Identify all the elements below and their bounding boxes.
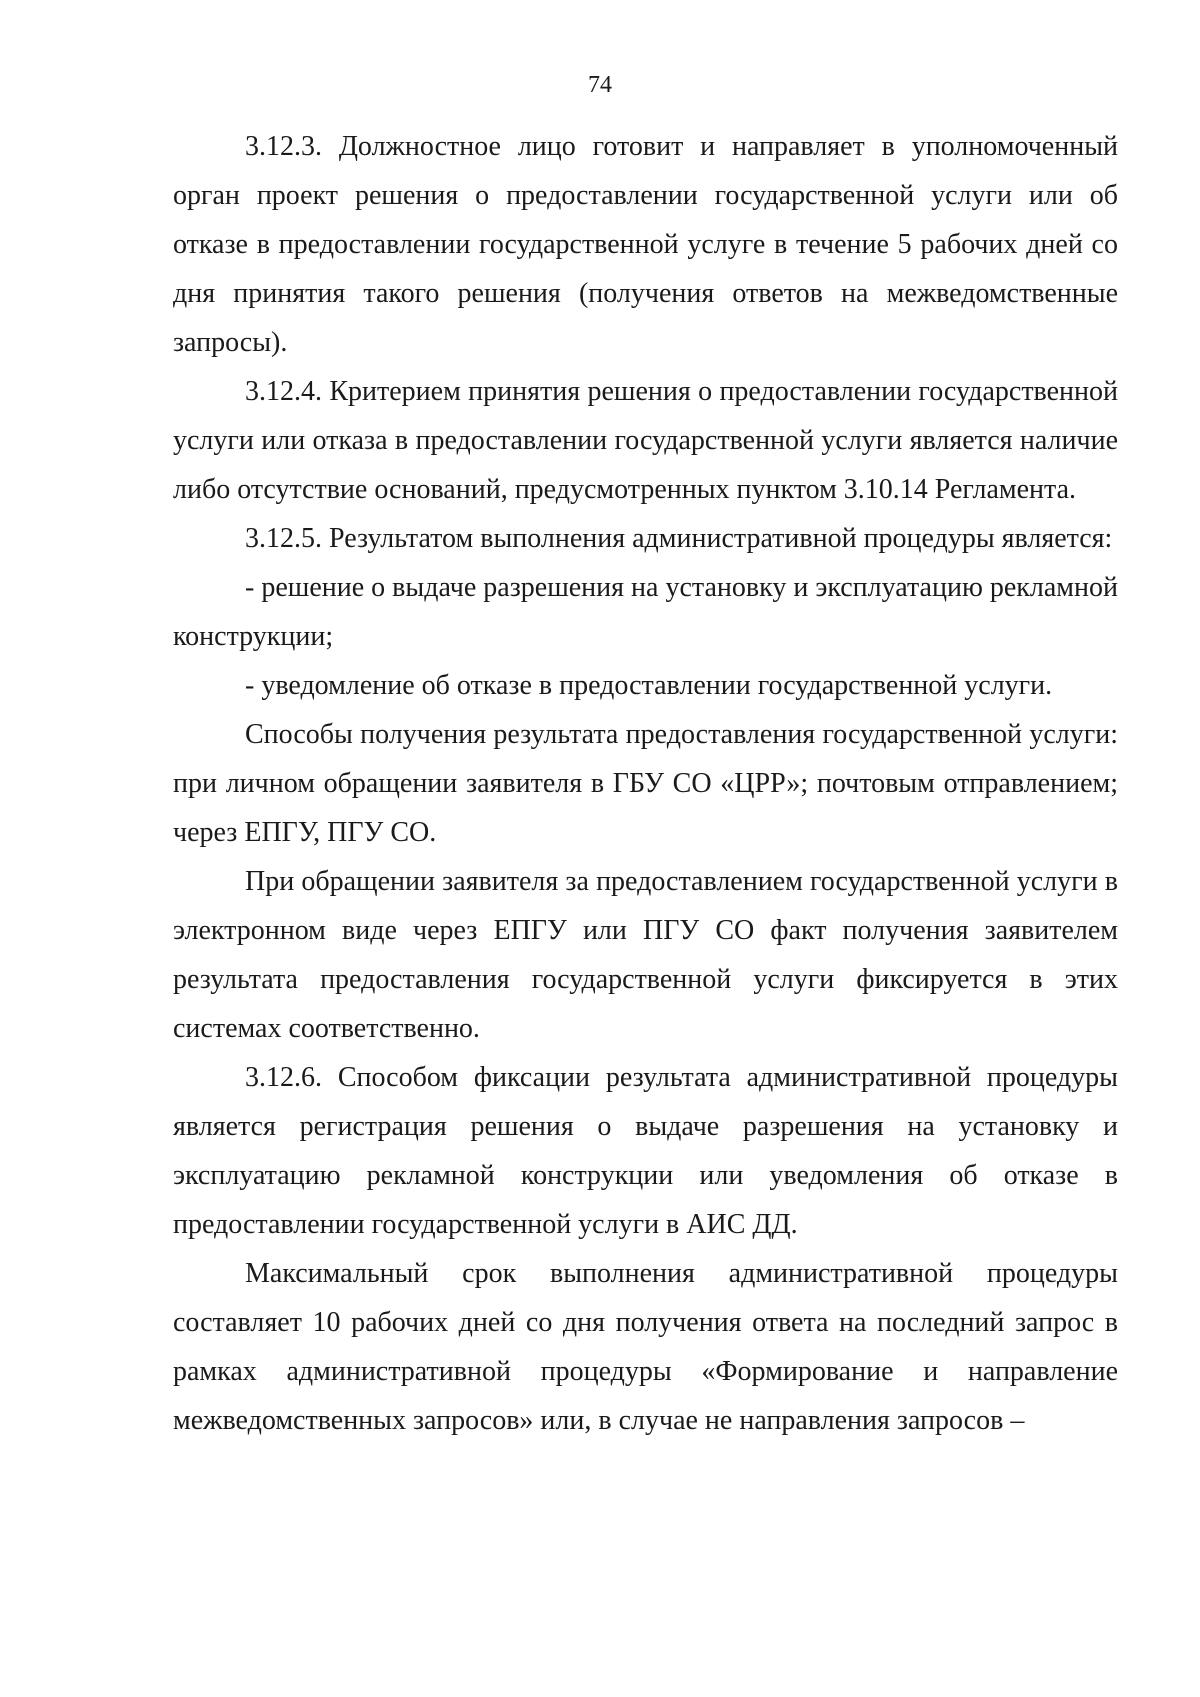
list-item-decision: - решение о выдаче разрешения на установку и эксплуатацию рекламной конструкции; [173, 572, 1118, 652]
paragraph-3-12-6: 3.12.6. Способом фиксации результата административной процедуры является регистрация решения о выдаче разрешения на установку и эксплуатацию рекламной конструкции или уведомления об отказе в предоставлении государственной услуги в АИС ДД. [173, 1062, 1118, 1240]
paragraph-3-12-4: 3.12.4. Критерием принятия решения о предоставлении государственной услуги или отказа в предоставлении государственной услуги является наличие либо отсутствие оснований, предусмотренных пунктом 3.10.14 Регламента. [173, 376, 1118, 505]
paragraph-max-term: Максимальный срок выполнения административной процедуры составляет 10 рабочих дней со дня получения ответа на последний запрос в рамках административной процедуры «Формирование и направление межведомственных запросов» или, в случае не направления запросов – [173, 1258, 1118, 1436]
document-body [173, 122, 1118, 1445]
list-item-refusal-notice: - уведомление об отказе в предоставлении государственной услуги. [245, 670, 1053, 701]
paragraph-3-12-5: 3.12.5. Результатом выполнения административной процедуры является: [245, 523, 1113, 554]
paragraph-3-12-3: 3.12.3. Должностное лицо готовит и направляет в уполномоченный орган проект решения о предоставлении государственной услуги или об отказе в предоставлении государственной услуге в течение 5 рабочих дней со дня принятия такого решения (получения ответов на межведомственные запросы). [173, 131, 1118, 358]
paragraph-result-methods: Способы получения результата предоставления государственной услуги: при личном обращении заявителя в ГБУ СО «ЦРР»; почтовым отправлением; через ЕПГУ, ПГУ СО. [173, 719, 1118, 848]
page-number: 74 [588, 72, 612, 98]
paragraph-electronic-request: При обращении заявителя за предоставлением государственной услуги в электронном виде через ЕПГУ или ПГУ СО факт получения заявителем результата предоставления государственной услуги фиксируется в этих системах соответственно. [173, 866, 1118, 1044]
